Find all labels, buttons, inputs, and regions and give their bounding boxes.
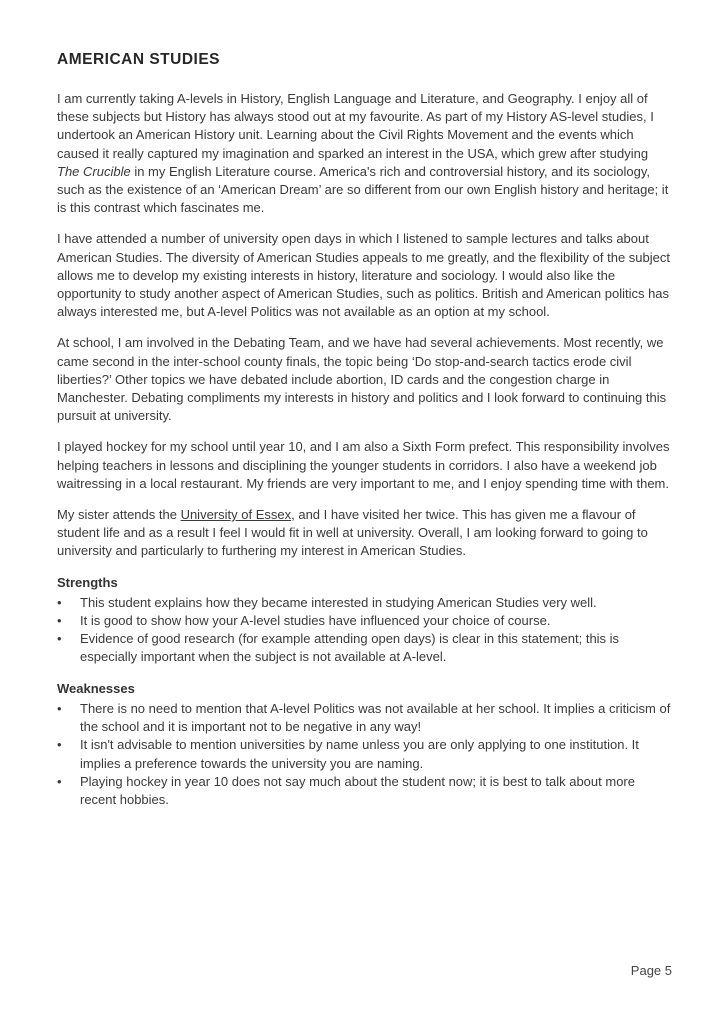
strength-item bbox=[57, 630, 674, 666]
statement-paragraph-3: At school, I am involved in the Debating Team, and we have had several achievements. Most recently, we came second in the inter-school county finals, the topic being ‘Do stop-and-search tactics erode civil liberties?’ Other topics we have debated include abortion, ID cards and the congestion charge in Manchester. Debating compliments my interests in history and politics and I look forward to continuing this pursuit at university. bbox=[57, 335, 667, 424]
strength-item bbox=[57, 594, 674, 612]
weaknesses-heading: Weaknesses bbox=[57, 680, 135, 696]
bullet-icon: • bbox=[57, 700, 62, 716]
university-of-essex-underlined: University of Essex bbox=[180, 507, 292, 523]
weakness-item bbox=[57, 700, 674, 736]
page-number: Page 5 bbox=[630, 963, 672, 978]
statement-paragraph-5: My sister attends the University of Essex, and I have visited her twice. This has given me a flavour of student life and as a result I feel I would fit in well at university. Overall, I am looking forward to going to university and particularly to furthering my interest in American Studies. bbox=[57, 507, 648, 559]
bullet-icon: • bbox=[57, 773, 62, 789]
weakness-item-text: Playing hockey in year 10 does not say much about the student now; it is best to talk about more recent hobbies. bbox=[80, 773, 635, 807]
strengths-list bbox=[57, 594, 674, 667]
document-content bbox=[57, 50, 674, 822]
weaknesses-list bbox=[57, 700, 674, 809]
statement-paragraph-1: I am currently taking A-levels in History, English Language and Literature, and Geography. I enjoy all of these subjects but History has always stood out at my favourite. As part of my History AS-level studies, I undertook an American History unit. Learning about the Civil Rights Movement and the events which caused it really captured my imagination and sparked an interest in the USA, which grew after studying The Crucible in my English Literature course. America's rich and controversial history, and its sociology, such as the existence of an ‘American Dream’ are so different from our own English history and heritage; it is this contrast which fascinates me. bbox=[57, 91, 669, 216]
weakness-item-text: There is no need to mention that A-level Politics was not available at her school. It implies a criticism of the school and it is important not to be negative in any way! bbox=[80, 700, 671, 735]
strength-item bbox=[57, 612, 674, 630]
strength-item-text: This student explains how they became interested in studying American Studies very well. bbox=[80, 594, 597, 610]
weakness-item bbox=[57, 736, 674, 772]
bullet-icon: • bbox=[57, 737, 62, 753]
bullet-icon: • bbox=[57, 594, 62, 610]
bullet-icon: • bbox=[57, 613, 62, 629]
strength-item-text: Evidence of good research (for example attending open days) is clear in this statement; this is especially important when the subject is not available at A-level. bbox=[80, 631, 620, 665]
document-title: AMERICAN STUDIES bbox=[57, 51, 221, 68]
statement-paragraph-2: I have attended a number of university open days in which I listened to sample lectures and talks about American Studies. The diversity of American Studies appeals to me greatly, and the flexibility of the subject allows me to develop my existing interests in history, literature and sociology. I would also like the opportunity to study another aspect of American Studies, such as politics. British and American politics has always interested me, but A-level Politics was not available as an option at my school. bbox=[57, 231, 670, 320]
book-title-the-crucible: The Crucible bbox=[57, 163, 131, 179]
strength-item-text: It is good to show how your A-level studies have influenced your choice of course. bbox=[80, 613, 551, 629]
weakness-item bbox=[57, 773, 674, 809]
strengths-heading: Strengths bbox=[57, 574, 118, 590]
weakness-item-text: It isn't advisable to mention universities by name unless you are only applying to one institution. It implies a preference towards the university you are naming. bbox=[80, 737, 639, 771]
bullet-icon: • bbox=[57, 631, 62, 647]
statement-paragraph-4: I played hockey for my school until year 10, and I am also a Sixth Form prefect. This responsibility involves helping teachers in lessons and disciplining the younger students in corridors. I also have a weekend job waitressing in a local restaurant. My friends are very important to me, and I enjoy spending time with them. bbox=[57, 439, 670, 491]
